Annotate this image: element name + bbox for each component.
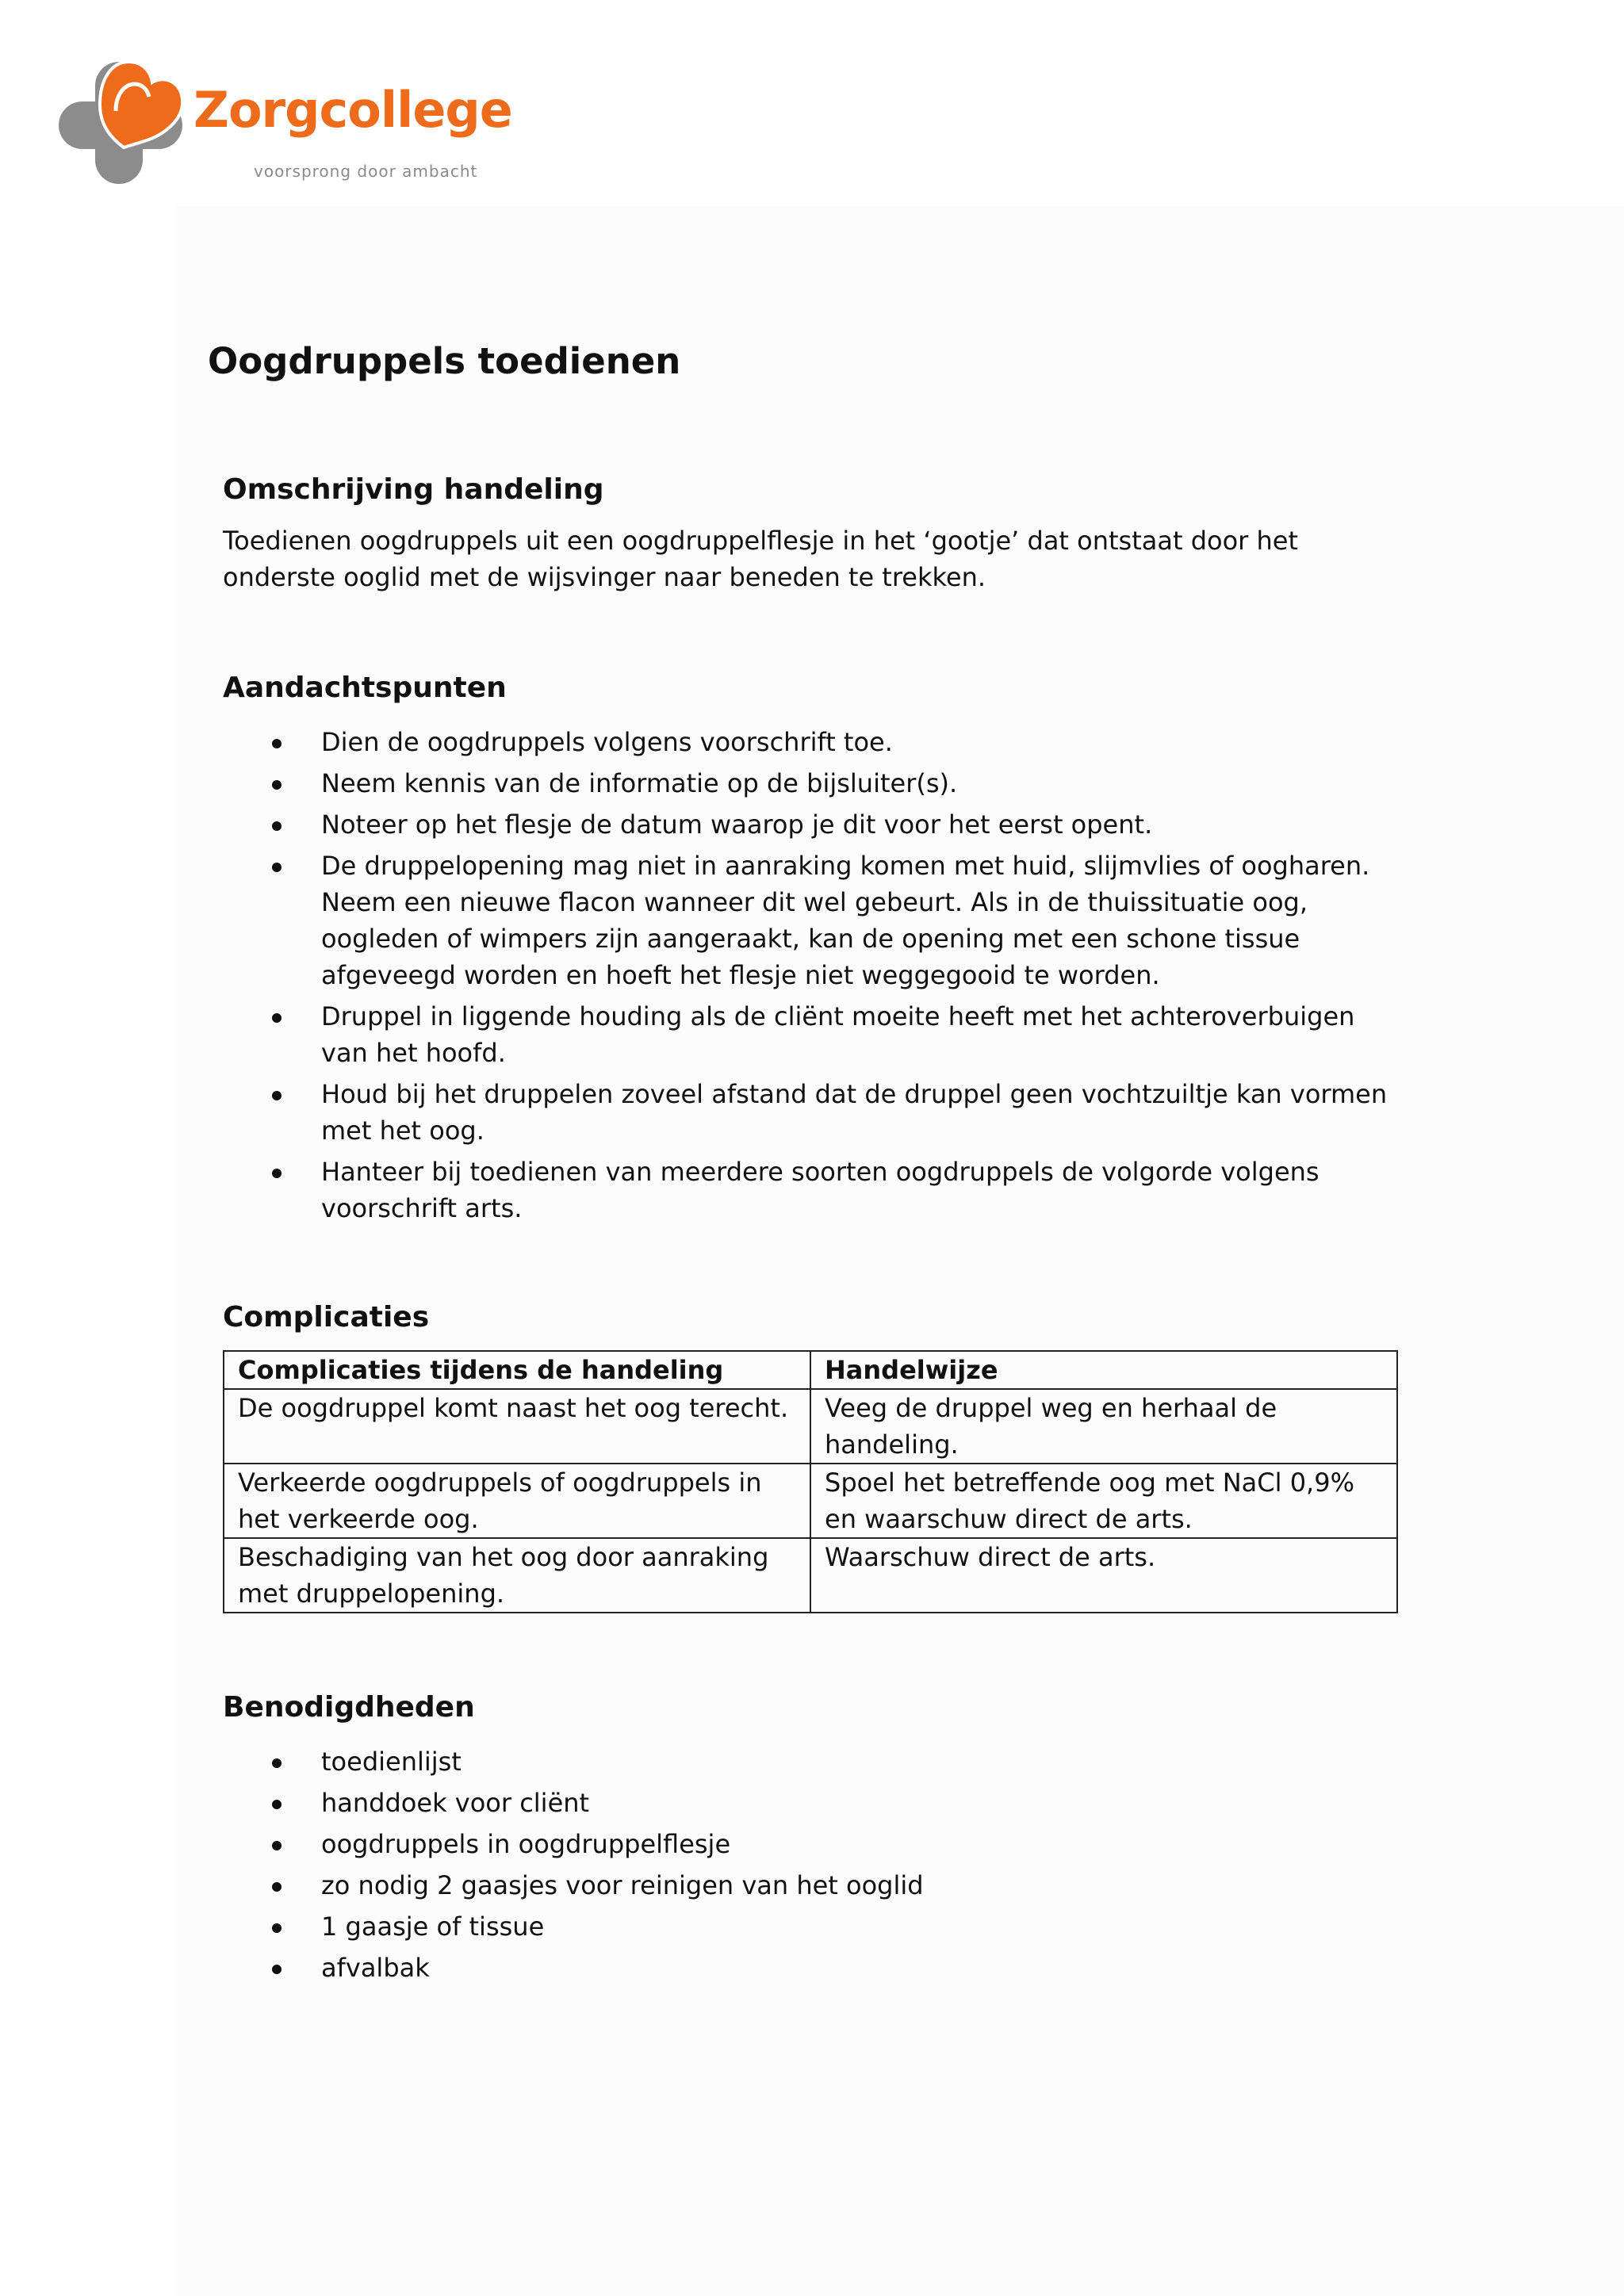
section-heading-aandachtspunten: Aandachtspunten — [223, 672, 507, 704]
bullet-icon — [272, 780, 282, 790]
bullet-icon — [272, 1882, 282, 1892]
list-item: afvalbak — [223, 1950, 1408, 1986]
bullet-icon — [272, 1169, 282, 1178]
table-cell: Beschadiging van het oog door aanraking met druppelopening. — [224, 1538, 810, 1613]
list-item: De druppelopening mag niet in aanraking komen met huid, slijmvlies of oogharen. Neem een nieuwe flacon wanneer dit wel gebeurt. Als in de thuissituatie oog, oogleden of wimpers zijn aangeraakt, kan de opening met een schone tissue afgeveegd worden en hoeft het flesje niet weggegooid te worden. — [223, 848, 1408, 993]
list-item: handdoek voor cliënt — [223, 1785, 1408, 1821]
list-item: Hanteer bij toedienen van meerdere soorten oogdruppels de volgorde volgens voorschrift arts. — [223, 1154, 1408, 1226]
list-item: Houd bij het druppelen zoveel afstand dat de druppel geen vochtzuiltje kan vormen met het oog. — [223, 1076, 1408, 1149]
page-title: Oogdruppels toedienen — [208, 340, 681, 382]
table-header-row — [224, 1351, 1397, 1389]
table-row — [224, 1464, 1397, 1538]
benodigdheden-list — [208, 1743, 1413, 1986]
bullet-icon — [272, 821, 282, 831]
list-item: Druppel in liggende houding als de cliënt moeite heeft met het achteroverbuigen van het hoofd. — [223, 998, 1408, 1071]
zorgcollege-logo — [56, 55, 512, 190]
list-item: 1 gaasje of tissue — [223, 1908, 1408, 1945]
table-cell: Waarschuw direct de arts. — [810, 1538, 1397, 1613]
logo-tagline: voorsprong door ambacht — [254, 162, 478, 181]
cross-heart-icon — [56, 55, 190, 190]
list-item: toedienlijst — [223, 1743, 1408, 1780]
bullet-icon — [272, 1800, 282, 1809]
list-item: Noteer op het flesje de datum waarop je dit voor het eerst opent. — [223, 806, 1408, 843]
list-item: Neem kennis van de informatie op de bijsluiter(s). — [223, 765, 1408, 802]
bullet-icon — [272, 1841, 282, 1850]
section-heading-benodigdheden: Benodigdheden — [223, 1691, 475, 1724]
list-item: zo nodig 2 gaasjes voor reinigen van het ooglid — [223, 1867, 1408, 1904]
bullet-icon — [272, 1758, 282, 1768]
list-item: oogdruppels in oogdruppelflesje — [223, 1826, 1408, 1862]
section-heading-complicaties: Complicaties — [223, 1301, 430, 1334]
document-content — [208, 337, 1413, 1991]
logo-name: Zorgcollege — [193, 81, 512, 139]
table-cell: Veeg de druppel weg en herhaal de handeling. — [810, 1389, 1397, 1464]
table-header-cell: Complicaties tijdens de handeling — [224, 1351, 810, 1389]
bullet-icon — [272, 1965, 282, 1974]
table-header-cell: Handelwijze — [810, 1351, 1397, 1389]
omschrijving-text: Toedienen oogdruppels uit een oogdruppelflesje in het ‘gootje’ dat ontstaat door het onderste ooglid met de wijsvinger naar beneden te trekken. — [223, 526, 1299, 592]
aandachtspunten-list — [208, 724, 1413, 1226]
table-cell: Verkeerde oogdruppels of oogdruppels in het verkeerde oog. — [224, 1464, 810, 1538]
bullet-icon — [272, 739, 282, 748]
bullet-icon — [272, 1923, 282, 1933]
table-row — [224, 1389, 1397, 1464]
complicaties-table — [223, 1350, 1398, 1613]
bullet-icon — [272, 1013, 282, 1023]
table-cell: De oogdruppel komt naast het oog terecht. — [224, 1389, 810, 1464]
table-row — [224, 1538, 1397, 1613]
table-cell: Spoel het betreffende oog met NaCl 0,9% en waarschuw direct de arts. — [810, 1464, 1397, 1538]
bullet-icon — [272, 1091, 282, 1100]
section-heading-omschrijving: Omschrijving handeling — [223, 473, 604, 506]
list-item: Dien de oogdruppels volgens voorschrift toe. — [223, 724, 1408, 760]
bullet-icon — [272, 863, 282, 872]
